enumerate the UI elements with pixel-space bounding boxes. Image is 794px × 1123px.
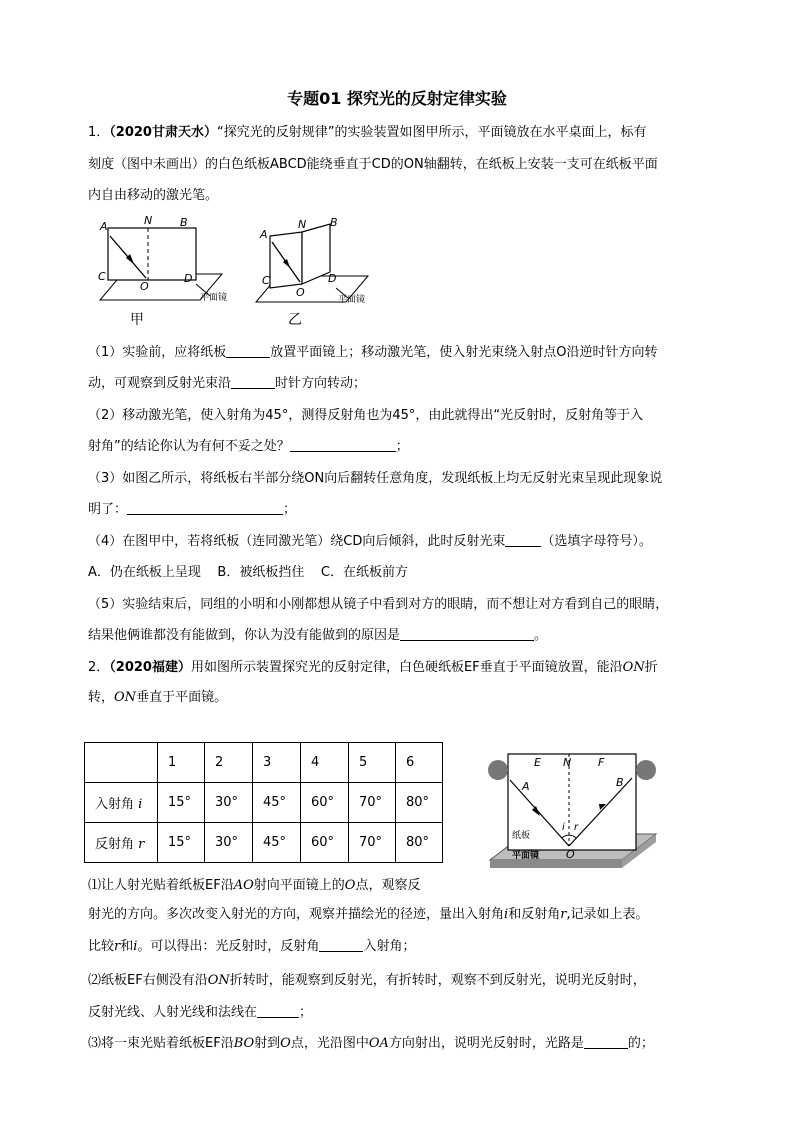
symbol-i: i (133, 939, 138, 954)
figure-yi (250, 212, 370, 330)
q2-intro-line2 (88, 688, 227, 708)
table-cell: 1 (158, 743, 205, 783)
label-O: O (566, 848, 575, 861)
text: 的； (627, 1036, 654, 1051)
q1-source: （2020甘肃天水） (109, 125, 217, 140)
label-C: C (262, 274, 270, 287)
table-cell: 45° (253, 823, 301, 863)
label-N: N (563, 756, 572, 769)
symbol-BO: BO (233, 1036, 255, 1051)
q2-sub2-line1 (88, 971, 646, 991)
q1-intro-line1 (88, 123, 646, 143)
answer-blank[interactable] (400, 627, 534, 641)
q1-intro-line2: 刻度（图中未画出）的白色纸板ABCD能绕垂直于CD的ON轴翻转，在纸板上安装一支可在纸板平面 (88, 157, 658, 172)
table-cell: 6 (396, 743, 443, 783)
q1-part2-line1: （2）移动激光笔，使入射角为45°，测得反射角也为45°，由此就得出“光反射时，反射角等于入 (88, 408, 644, 423)
q2-sub1-line1 (88, 876, 420, 896)
hand-right-icon (636, 760, 656, 780)
text: 结果他俩谁都没有能做到，你认为没有能做到的原因是 (88, 628, 401, 643)
text: 入射角 (95, 797, 135, 812)
q1-options: A．仍在纸板上呈现 B．被纸板挡住 C．在纸板前方 (88, 565, 408, 580)
text: 反射光线、人射光线和法线在 (88, 1005, 258, 1020)
q1-part1-line1 (88, 343, 658, 363)
table-cell: 15° (158, 823, 205, 863)
symbol: r (138, 837, 145, 852)
text: 动，可观察到反射光束沿 (88, 376, 232, 391)
symbol-ON: ON (622, 660, 645, 675)
symbol-AO: AO (233, 878, 254, 893)
q1-part4 (88, 532, 652, 552)
label-D: D (184, 272, 193, 285)
table-cell: 4 (301, 743, 349, 783)
q2-sub1-line3 (88, 937, 415, 957)
table-cell: 3 (253, 743, 301, 783)
label-r: r (574, 822, 579, 833)
text: 点，光沿图中 (290, 1036, 369, 1051)
q1-part5-line2 (88, 626, 547, 646)
text: ⑶将一束光贴着纸板EF沿 (88, 1036, 234, 1051)
text: 射到 (254, 1036, 281, 1051)
label-N: N (144, 214, 153, 227)
q1-intro-line3: 内自由移动的激光笔。 (88, 188, 219, 203)
label-B: B (616, 776, 624, 789)
label-F: F (598, 756, 605, 769)
symbol-i: i (504, 907, 509, 922)
text: ⑴让人射光贴着纸板EF沿 (88, 878, 234, 893)
table-cell: 2 (205, 743, 253, 783)
answer-blank[interactable] (127, 501, 283, 515)
text: ⑵纸板EF右侧没有沿 (88, 973, 208, 988)
figure-caption: 甲 (130, 312, 144, 328)
table-header-row (85, 743, 443, 783)
q1-part5-line1: （5）实验结束后，同组的小明和小刚都想从镜子中看到对方的眼睛，而不想让对方看到自己的眼睛， (88, 597, 669, 612)
page-title: 专题01 探究光的反射定律实验 (287, 89, 507, 108)
q1-part3-line2 (88, 500, 296, 520)
board-label: 纸板 (512, 831, 531, 841)
text: 放置平面镜上；移动激光笔，使入射光束绕入射点O沿逆时针方向转 (270, 345, 658, 360)
data-table (84, 742, 443, 863)
symbol-r: r (114, 939, 121, 954)
row-label (85, 823, 158, 863)
symbol-ON: ON (114, 690, 137, 705)
text: 射向平面镜上的 (253, 878, 345, 893)
paper-board-right (302, 224, 330, 284)
text: （4）在图甲中，若将纸板（连同激光笔）绕CD向后倾斜，此时反射光束 (88, 534, 506, 549)
table-row (85, 783, 443, 823)
table-cell: 15° (158, 783, 205, 823)
text: （选填字母符号）。 (541, 534, 652, 549)
text: 折 (644, 660, 658, 675)
table-row (85, 823, 443, 863)
text: ； (299, 1005, 313, 1020)
text: 射角”的结论你认为有何不妥之处？ (88, 439, 290, 454)
text: 时针方向转动； (275, 376, 367, 391)
symbol: i (138, 797, 143, 812)
q2-intro-line1 (88, 658, 658, 678)
answer-blank[interactable] (319, 938, 363, 952)
paper-board (108, 228, 196, 280)
text: 。可以得出：光反射时，反射角 (137, 939, 320, 954)
symbol-r: r (560, 907, 567, 922)
reflection-apparatus-figure (482, 742, 682, 880)
label-D: D (328, 272, 337, 285)
table-cell: 60° (301, 823, 349, 863)
text: 垂直于平面镜。 (136, 690, 228, 705)
answer-blank[interactable] (226, 344, 270, 358)
q1-part3-line1: （3）如图乙所示，将纸板右半部分绕ON向后翻转任意角度，发现纸板上均无反射光束呈现此现象说 (88, 471, 663, 486)
table-cell: 45° (253, 783, 301, 823)
text: 点，观察反 (355, 878, 421, 893)
label-O: O (140, 280, 149, 293)
text: 入射角； (363, 939, 416, 954)
table-cell: 80° (396, 783, 443, 823)
mirror-edge (490, 860, 622, 868)
text: 反射角 (95, 837, 135, 852)
q2-sub1-line2 (88, 905, 649, 925)
table-cell: 30° (205, 823, 253, 863)
q1-intro-text: “探究光的反射规律”的实验装置如图甲所示，平面镜放在水平桌面上，标有 (216, 125, 647, 140)
text: 和 (120, 939, 134, 954)
q2-sub2-line2 (88, 1003, 312, 1023)
text: 用如图所示装置探究光的反射定律，白色硬纸板EF垂直于平面镜放置，能沿 (190, 660, 623, 675)
answer-blank[interactable] (290, 438, 396, 452)
answer-blank[interactable] (231, 375, 275, 389)
text: 射光的方向。多次改变入射光的方向，观察并描绘光的径迹，量出入射角 (88, 907, 505, 922)
symbol-O: O (344, 878, 356, 893)
label-N: N (298, 218, 307, 231)
q1-number: 1． (88, 125, 110, 140)
label-i: i (562, 822, 565, 833)
text: 转， (88, 690, 115, 705)
q2-source: （2020福建） (109, 660, 191, 675)
label-A: A (260, 228, 268, 241)
hand-left-icon (488, 760, 508, 780)
answer-blank[interactable] (505, 533, 541, 547)
text: 折转时，能观察到反射光，有折转时，观察不到反射光，说明光反射时， (229, 973, 646, 988)
answer-blank[interactable] (257, 1004, 299, 1018)
answer-blank[interactable] (584, 1035, 628, 1049)
table-cell: 60° (301, 783, 349, 823)
text: （1）实验前，应将纸板 (88, 345, 227, 360)
text: 明了： (88, 502, 128, 517)
text: 方向射出，说明光反射时，光路是 (388, 1036, 584, 1051)
label-B: B (180, 216, 188, 229)
q1-part2-line2 (88, 437, 409, 457)
table-cell: 70° (349, 783, 396, 823)
label-A: A (100, 220, 108, 233)
label-A: A (522, 780, 530, 793)
text: ； (395, 439, 409, 454)
symbol-O: O (280, 1036, 291, 1051)
row-label (85, 783, 158, 823)
table-cell: 70° (349, 823, 396, 863)
table-cell (85, 743, 158, 783)
mirror-label: 平面镜 (512, 851, 540, 861)
figure-caption: 乙 (288, 312, 302, 328)
table-cell: 30° (205, 783, 253, 823)
label-E: E (534, 756, 541, 769)
table-cell: 5 (349, 743, 396, 783)
text: 比较 (88, 939, 115, 954)
text: 和反射角 (508, 907, 561, 922)
text: 。 (534, 628, 548, 643)
q2-number: 2． (88, 660, 110, 675)
figure-jia (92, 212, 232, 330)
q2-sub3 (88, 1034, 654, 1054)
label-B: B (330, 216, 338, 229)
label-C: C (98, 270, 106, 283)
text: ,记录如上表。 (566, 907, 649, 922)
symbol-OA: OA (368, 1036, 389, 1051)
table-cell: 80° (396, 823, 443, 863)
mirror-label: 平面镜 (338, 295, 366, 305)
text: ； (283, 502, 297, 517)
label-O: O (296, 286, 305, 299)
q1-part1-line2 (88, 374, 366, 394)
symbol-ON: ON (207, 973, 230, 988)
mirror-label: 平面镜 (200, 293, 228, 303)
